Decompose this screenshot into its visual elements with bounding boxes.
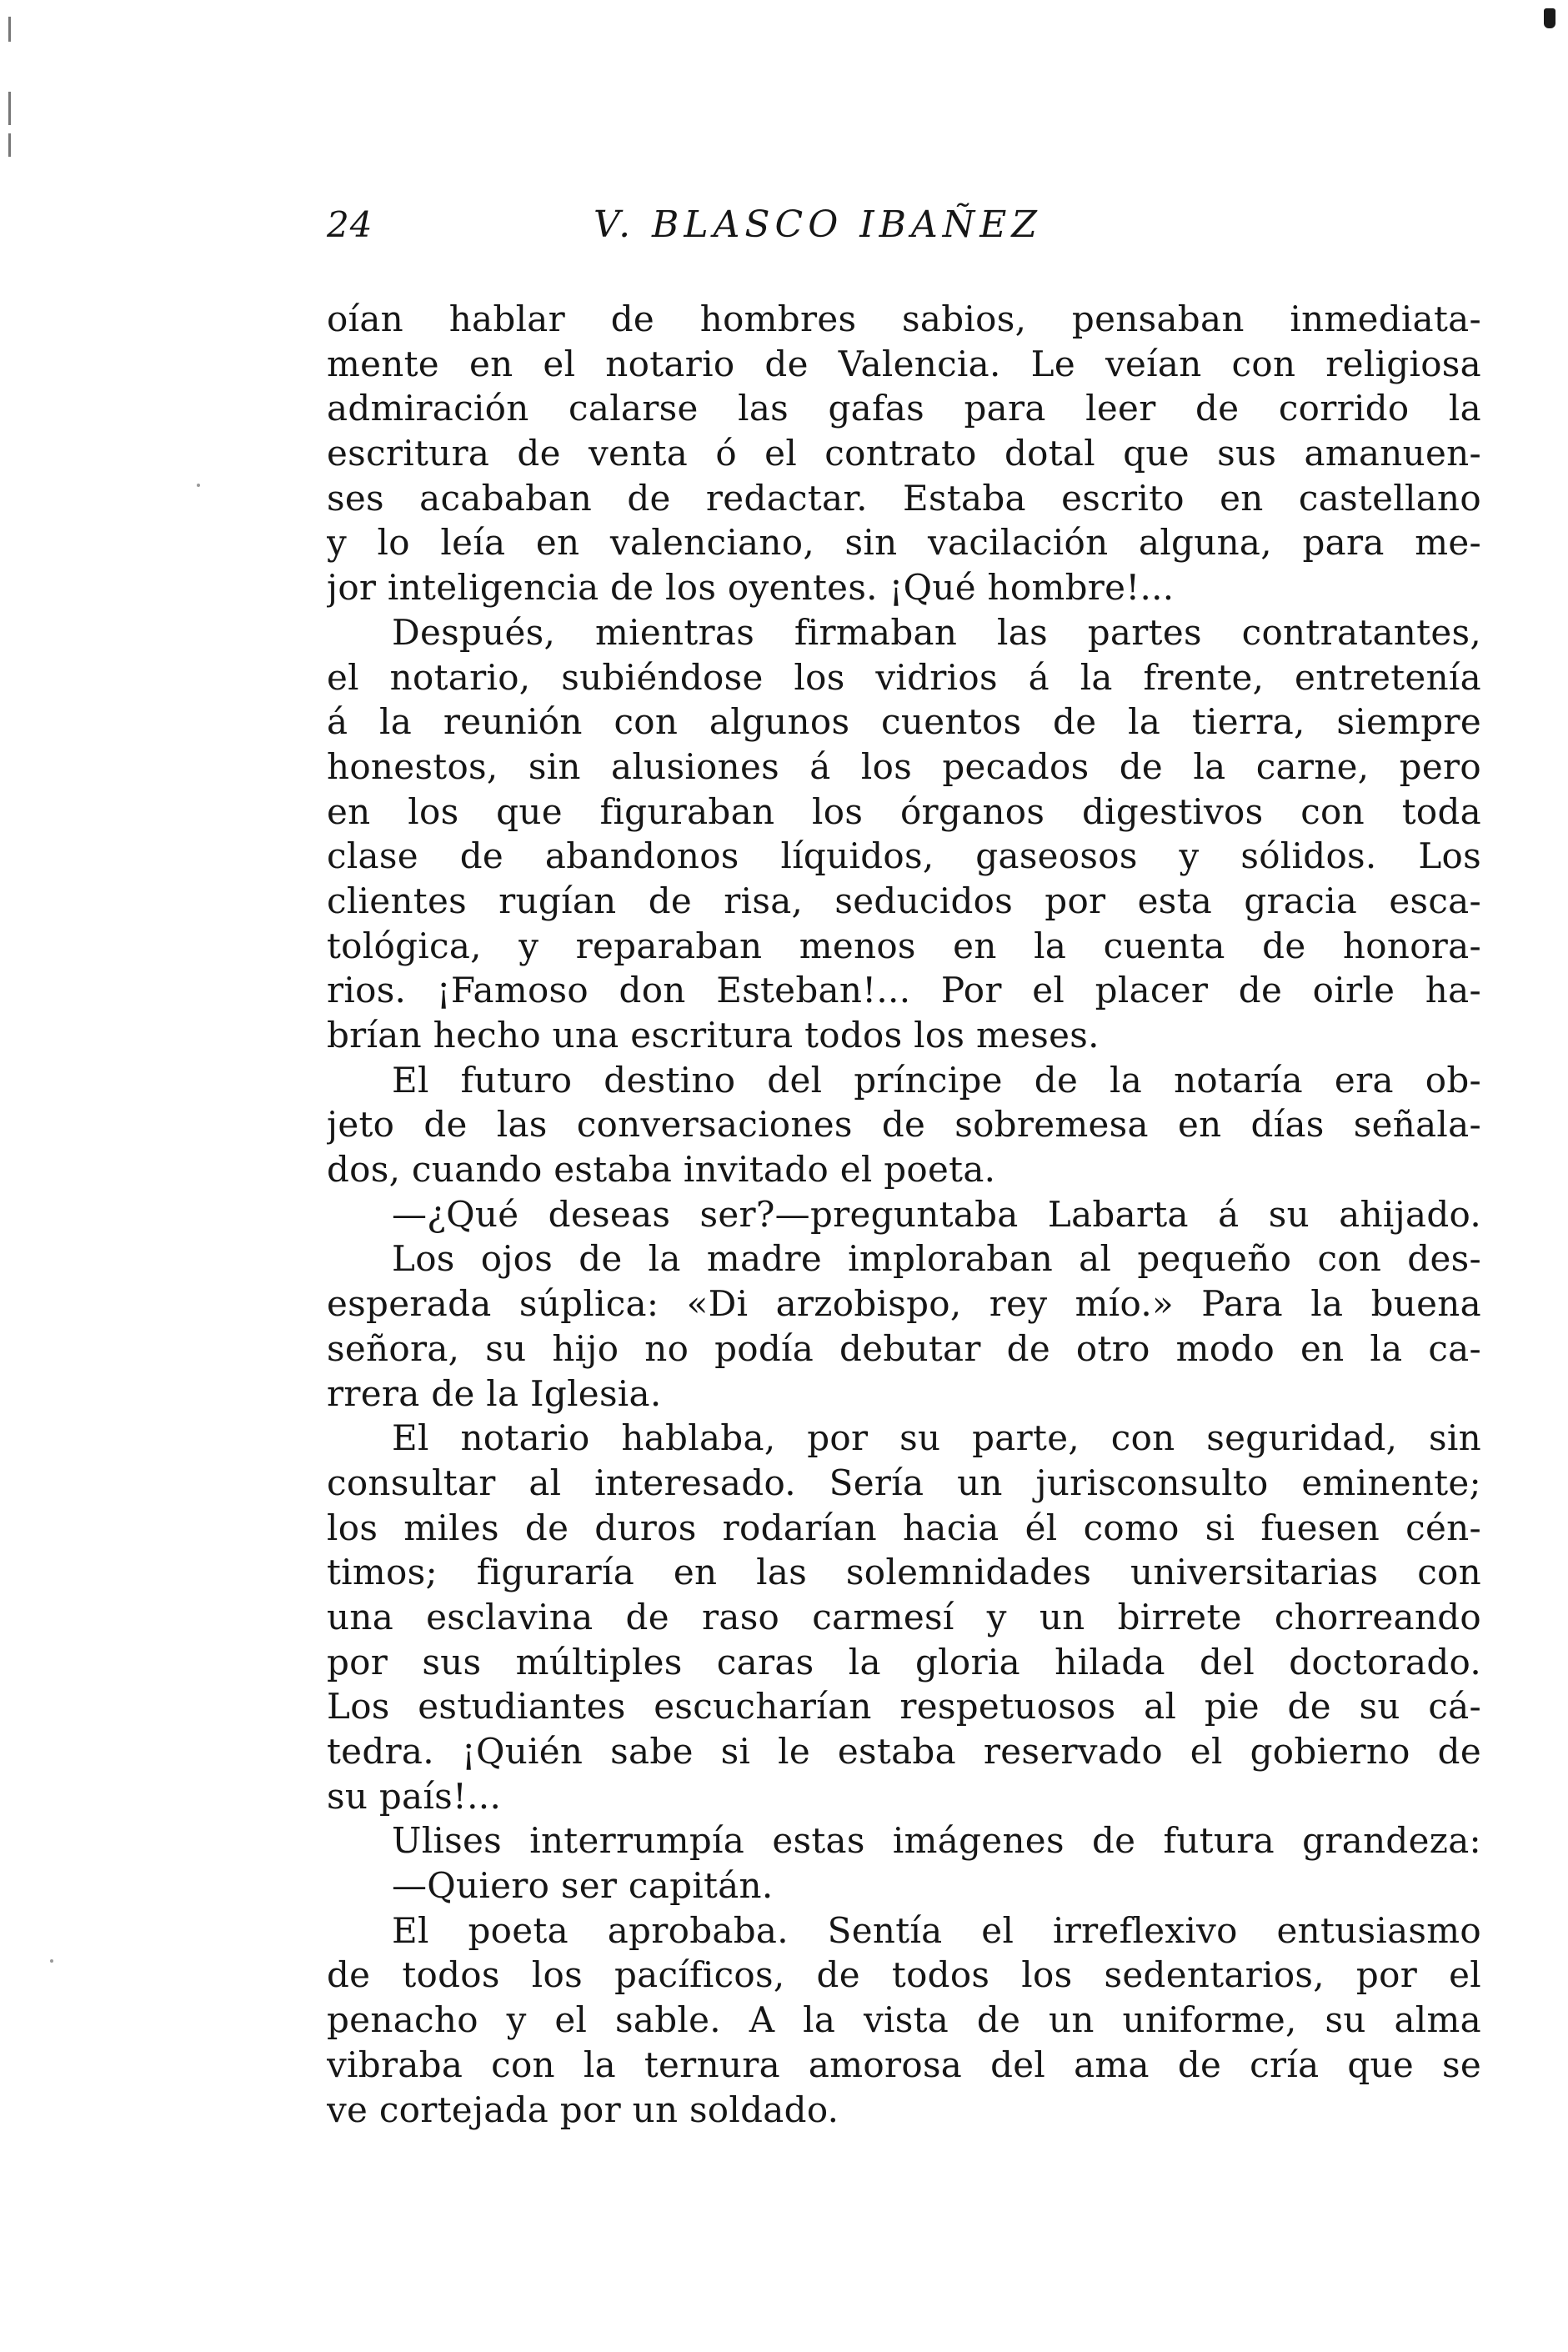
text-line: Los ojos de la madre imploraban al pequeño con des- xyxy=(392,1238,1481,1280)
text-line: —¿Qué deseas ser?—preguntaba Labarta á su ahijado. xyxy=(392,1193,1481,1235)
text-line: de todos los pacíficos, de todos los sedentarios, por el xyxy=(327,1954,1481,1996)
page-header xyxy=(327,200,1485,258)
text-line: admiración calarse las gafas para leer de corrido la xyxy=(327,388,1481,429)
text-line: El poeta aprobaba. Sentía el irreflexivo entusiasmo xyxy=(392,1909,1481,1951)
text-line: los miles de duros rodarían hacia él como si fuesen cén- xyxy=(327,1507,1481,1548)
text-line: Ulises interrumpía estas imágenes de futura grandeza: xyxy=(392,1820,1481,1862)
text-line: vibraba con la ternura amorosa del ama de cría que se xyxy=(327,2044,1481,2085)
text-line: á la reunión con algunos cuentos de la tierra, siempre xyxy=(327,701,1481,743)
corner-ink-mark xyxy=(1544,8,1555,28)
text-line: escritura de venta ó el contrato dotal que sus amanuen- xyxy=(327,433,1481,474)
text-line: tedra. ¡Quién sabe si le estaba reservado el gobierno de xyxy=(327,1731,1481,1772)
body-text xyxy=(327,297,1481,2132)
text-line: —Quiero ser capitán. xyxy=(392,1865,774,1907)
text-line: Después, mientras firmaban las partes contratantes, xyxy=(392,611,1481,653)
text-line: dos, cuando estaba invitado el poeta. xyxy=(327,1149,996,1191)
page-number: 24 xyxy=(327,204,373,245)
text-line: y lo leía en valenciano, sin vacilación alguna, para me- xyxy=(327,522,1481,564)
text-line: ses acababan de redactar. Estaba escrito en castellano xyxy=(327,477,1481,519)
text-line: El futuro destino del príncipe de la notaría era ob- xyxy=(392,1059,1481,1101)
text-line: tológica, y reparaban menos en la cuenta de honora- xyxy=(327,925,1481,966)
text-line: brían hecho una escritura todos los meses. xyxy=(327,1015,1100,1056)
text-line: rios. ¡Famoso don Esteban!... Por el placer de oirle ha- xyxy=(327,970,1481,1011)
text-line: señora, su hijo no podía debutar de otro modo en la ca- xyxy=(327,1327,1481,1369)
margin-tick xyxy=(8,92,11,125)
text-line: clase de abandonos líquidos, gaseosos y sólidos. Los xyxy=(327,835,1481,877)
text-line: clientes rugían de risa, seducidos por esta gracia esca- xyxy=(327,880,1481,921)
text-line: su país!... xyxy=(327,1775,502,1817)
text-line: penacho y el sable. A la vista de un uniforme, su alma xyxy=(327,1999,1481,2041)
text-line: una esclavina de raso carmesí y un birrete chorreando xyxy=(327,1596,1481,1637)
margin-tick xyxy=(8,17,11,42)
text-line: el notario, subiéndose los vidrios á la frente, entretenía xyxy=(327,656,1481,698)
text-line: ve cortejada por un soldado. xyxy=(327,2089,839,2130)
paper-speck xyxy=(50,1959,53,1963)
paper-speck xyxy=(197,484,200,487)
text-line: oían hablar de hombres sabios, pensaban inmediata- xyxy=(327,298,1481,339)
text-line: jeto de las conversaciones de sobremesa en días señala- xyxy=(327,1104,1481,1146)
text-line: mente en el notario de Valencia. Le veían con religiosa xyxy=(327,343,1481,384)
margin-tick xyxy=(8,133,11,157)
text-line: Los estudiantes escucharían respetuosos al pie de su cá- xyxy=(327,1686,1481,1728)
text-line: El notario hablaba, por su parte, con seguridad, sin xyxy=(392,1417,1481,1459)
running-head: V. BLASCO IBAÑEZ xyxy=(594,203,1042,246)
text-line: por sus múltiples caras la gloria hilada del doctorado. xyxy=(327,1641,1481,1683)
text-line: rrera de la Iglesia. xyxy=(327,1372,662,1414)
text-line: consultar al interesado. Sería un jurisconsulto eminente; xyxy=(327,1462,1481,1503)
text-line: timos; figuraría en las solemnidades universitarias con xyxy=(327,1552,1481,1593)
text-line: honestos, sin alusiones á los pecados de la carne, pero xyxy=(327,745,1481,787)
text-line: en los que figuraban los órganos digestivos con toda xyxy=(327,790,1481,832)
text-line: jor inteligencia de los oyentes. ¡Qué hombre!... xyxy=(327,567,1175,609)
text-line: esperada súplica: «Di arzobispo, rey mío.» Para la buena xyxy=(327,1283,1481,1325)
